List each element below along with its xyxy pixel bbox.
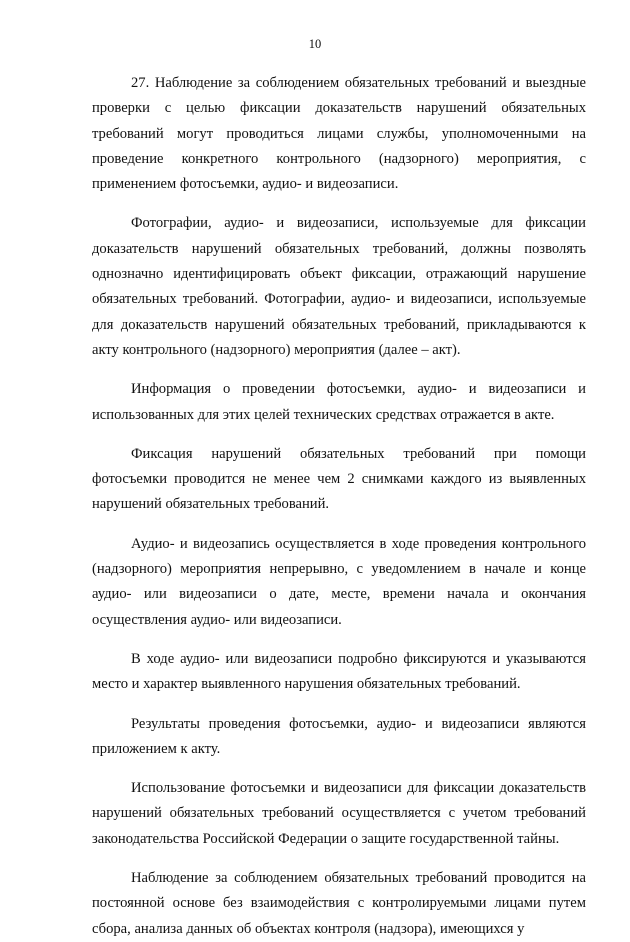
- document-body: [92, 71, 586, 942]
- paragraph-state-secret: Использование фотосъемки и видеозаписи для фиксации доказательств нарушений обязательных требований осуществляется с учетом требований законодательства Российской Федерации о защите государственной тайны.: [92, 780, 586, 847]
- paragraph-27-intro: 27. Наблюдение за соблюдением обязательных требований и выездные проверки с целью фиксации доказательств нарушений обязательных требований могут проводиться лицами службы, уполномоченными на проведение конкретного контрольного (надзорного) мероприятия, с применением фотосъемки, аудио- и видеозаписи.: [92, 75, 586, 193]
- paragraph-photo-fixation: Фиксация нарушений обязательных требований при помощи фотосъемки проводится не менее чем 2 снимками каждого из выявленных нарушений обязательных требований.: [92, 445, 586, 513]
- paragraph-recording-details: В ходе аудио- или видеозаписи подробно фиксируются и указываются место и характер выявленного нарушения обязательных требований.: [92, 650, 586, 693]
- paragraph-photo-requirements: Фотографии, аудио- и видеозаписи, используемые для фиксации доказательств нарушений обязательных требований, должны позволять однозначно идентифицировать объект фиксации, отражающий нарушение обязательных требований. Фотографии, аудио- и видеозаписи, используемые для доказательств нарушений обязательных требований, прикладываются к акту контрольного (надзорного) мероприятия (далее – акт).: [92, 215, 586, 358]
- page-number: 10: [308, 37, 322, 51]
- paragraph-recording-continuous: Аудио- и видеозапись осуществляется в ходе проведения контрольного (надзорного) мероприятия непрерывно, с уведомлением в начале и конце аудио- или видеозаписи о дате, месте, времени начала и окончания осуществления аудио- или видеозаписи.: [92, 535, 586, 628]
- paragraph-observation: Наблюдение за соблюдением обязательных требований проводится на постоянной основе без взаимодействия с контролируемыми лицами путем сбора, анализа данных об объектах контроля (надзора), имеющихся у: [92, 870, 586, 937]
- paragraph-technical-means: Информация о проведении фотосъемки, аудио- и видеозаписи и использованных для этих целей технических средствах отражается в акте.: [92, 381, 586, 423]
- paragraph-results-attachment: Результаты проведения фотосъемки, аудио- и видеозаписи являются приложением к акту.: [92, 715, 586, 757]
